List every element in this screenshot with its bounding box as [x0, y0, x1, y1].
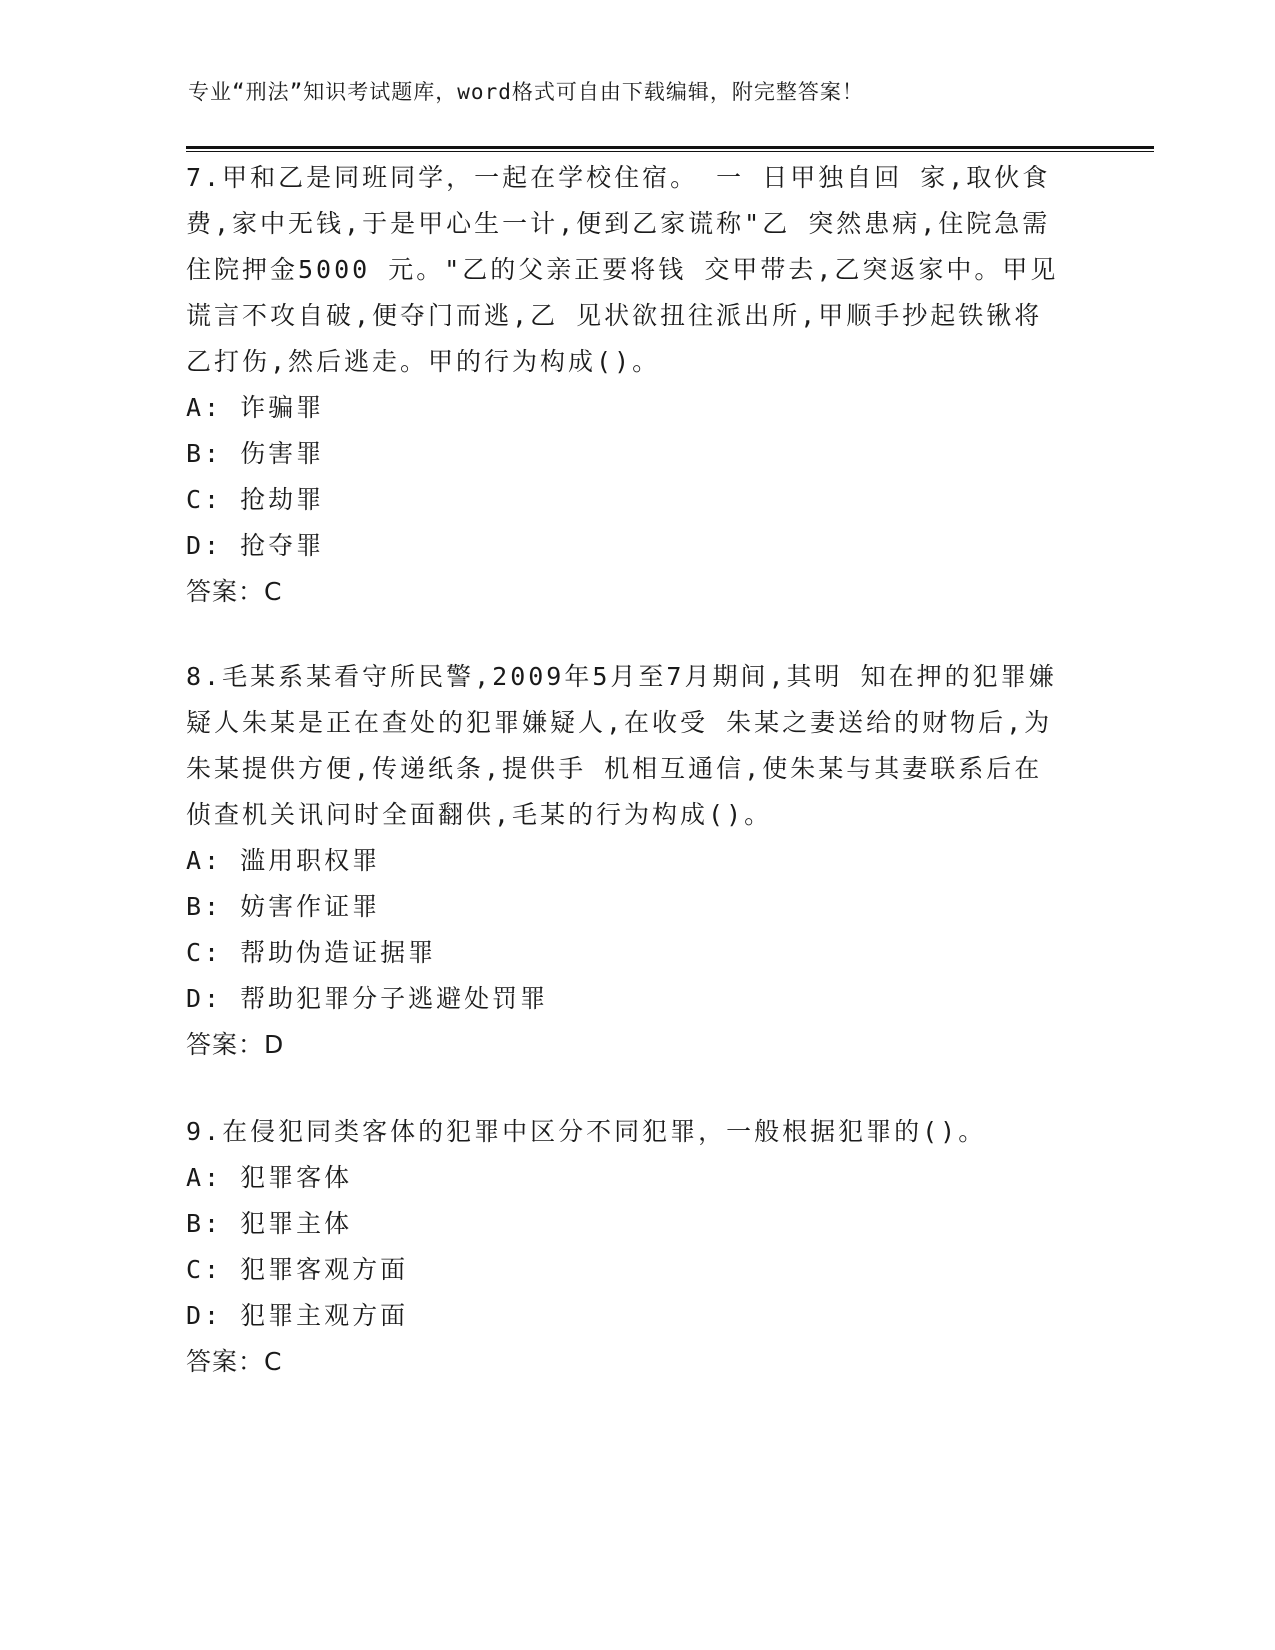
- answer: 答案：D: [186, 1030, 285, 1059]
- answer: 答案：C: [186, 1347, 283, 1376]
- question-stem: [186, 654, 1086, 838]
- option-a: A: 诈骗罪: [186, 393, 325, 422]
- stem-line: 乙打伤,然后逃走。甲的行为构成()。: [186, 347, 661, 376]
- option-d: D: 抢夺罪: [186, 531, 325, 560]
- question-7: [186, 155, 1086, 615]
- option-a: A: 滥用职权罪: [186, 846, 381, 875]
- header-rule-thick: [186, 146, 1154, 149]
- option-c: C: 抢劫罪: [186, 485, 325, 514]
- question-stem: [186, 155, 1086, 385]
- question-stem: [186, 1109, 1086, 1155]
- option-c: C: 犯罪客观方面: [186, 1255, 409, 1284]
- option-b: B: 犯罪主体: [186, 1209, 353, 1238]
- stem-line: 侦查机关讯问时全面翻供,毛某的行为构成()。: [186, 800, 773, 829]
- option-d: D: 犯罪主观方面: [186, 1301, 409, 1330]
- header-rule-thin: [186, 151, 1154, 152]
- stem-line: 住院押金5000 元。"乙的父亲正要将钱 交甲带去,乙突返家中。甲见: [186, 255, 1059, 284]
- document-header: 专业“刑法”知识考试题库，word格式可自由下载编辑，附完整答案！: [188, 80, 864, 104]
- stem-line: 谎言不攻自破,便夺门而逃,乙 见状欲扭往派出所,甲顺手抄起铁锹将: [186, 301, 1043, 330]
- stem-line: 8.毛某系某看守所民警,2009年5月至7月期间,其明 知在押的犯罪嫌: [186, 662, 1057, 691]
- stem-line: 疑人朱某是正在查处的犯罪嫌疑人,在收受 朱某之妻送给的财物后,为: [186, 708, 1053, 737]
- option-a: A: 犯罪客体: [186, 1163, 353, 1192]
- option-d: D: 帮助犯罪分子逃避处罚罪: [186, 984, 549, 1013]
- stem-line: 费,家中无钱,于是甲心生一计,便到乙家谎称"乙 突然患病,住院急需: [186, 209, 1051, 238]
- stem-line: 朱某提供方便,传递纸条,提供手 机相互通信,使朱某与其妻联系后在: [186, 754, 1043, 783]
- question-8: [186, 654, 1086, 1068]
- stem-line: 9.在侵犯同类客体的犯罪中区分不同犯罪，一般根据犯罪的()。: [186, 1117, 987, 1146]
- stem-line: 7.甲和乙是同班同学，一起在学校住宿。 一 日甲独自回 家,取伙食: [186, 163, 1051, 192]
- option-b: B: 妨害作证罪: [186, 892, 381, 921]
- answer: 答案：C: [186, 577, 283, 606]
- question-9: [186, 1109, 1086, 1385]
- option-c: C: 帮助伪造证据罪: [186, 938, 437, 967]
- option-b: B: 伤害罪: [186, 439, 325, 468]
